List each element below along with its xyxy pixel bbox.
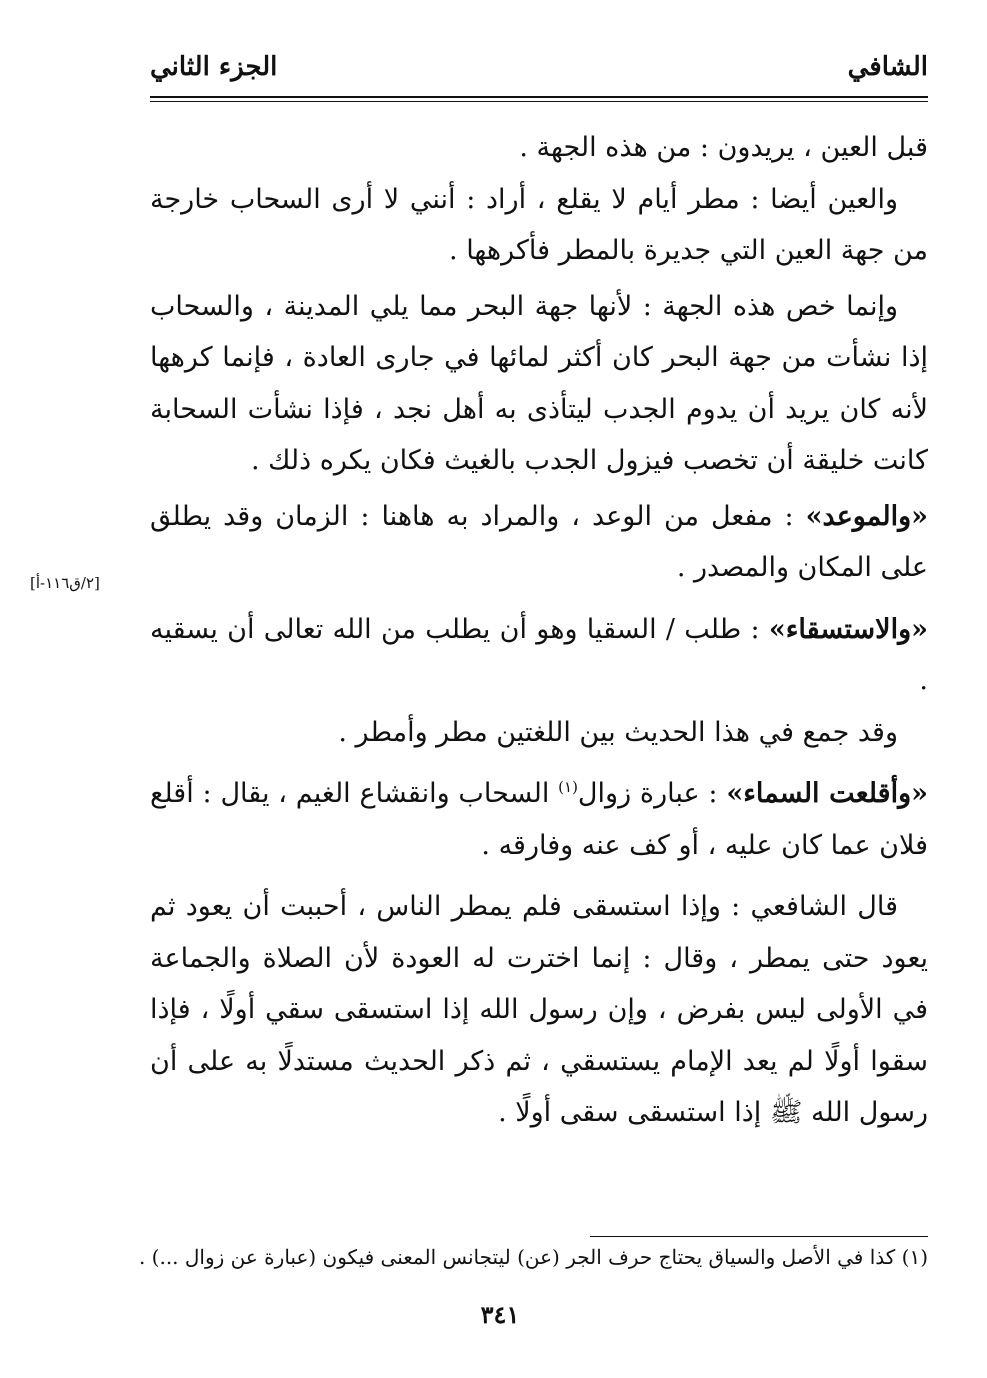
paragraph-4 <box>150 491 928 594</box>
definition-mawid: : مفعل من الوعد ، والمراد به هاهنا : الزمان وقد يطلق على المكان والمصدر . <box>150 500 928 583</box>
definition-aqlaat-b: السحاب وانقشاع الغيم ، يقال : أقلع فلان عما كان عليه ، أو كف عنه وفارقه . <box>150 778 928 861</box>
paragraph-7 <box>150 768 928 871</box>
footnote-rule <box>590 1236 928 1237</box>
definition-istisqa: : طلب / السقيا وهو أن يطلب من الله تعالى أن يسقيه . <box>150 613 928 696</box>
footnote-reference: (١) <box>558 778 578 796</box>
paragraph-8: قال الشافعي : وإذا استسقى فلم يمطر الناس ، أحببت أن يعود ثم يعود حتى يمطر ، وقال : إنما اخترت له العودة لأن الصلاة والجماعة في الأولى ليس بفرض ، وإن رسول الله إذا استسقى سقي أولًا ، فإذا سقوا أولًا لم يعد الإمام يستسقي ، ثم ذكر الحديث مستدلًا به على أن رسول الله ﷺ إذا استسقى سقى أولًا . <box>150 891 928 1128</box>
book-title: الشافي <box>847 52 928 82</box>
paragraph-3: وإنما خص هذه الجهة : لأنها جهة البحر مما يلي المدينة ، والسحاب إذا نشأت من جهة البحر كان أكثر لمائها في جارى العادة ، فإنما كرهها لأنه كان يريد أن يدوم الجدب ليتأذى به أهل نجد ، فإذا نشأت السحابة كانت خليقة أن تخصب فيزول الجدب بالغيث فكان يكره ذلك . <box>150 290 928 476</box>
page-number: ٣٤١ <box>480 1300 520 1329</box>
paragraph-1: قبل العين ، يريدون : من هذه الجهة . <box>519 132 928 163</box>
header-rule-thick <box>150 96 928 98</box>
header-rule-thin <box>150 101 928 102</box>
footnote: (١) كذا في الأصل والسياق يحتاج حرف الجر (عن) ليتجانس المعنى فيكون (عبارة عن زوال ...) . <box>138 1245 928 1269</box>
volume-label: الجزء الثاني <box>150 52 278 82</box>
definition-aqlaat-a: : عبارة زوال <box>577 778 727 809</box>
term-aqlaat: «وأقلعت السماء» <box>726 778 928 809</box>
main-text <box>150 122 928 1139</box>
paragraph-6: وقد جمع في هذا الحديث بين اللغتين مطر وأمطر . <box>338 716 898 748</box>
paragraph-5 <box>150 604 928 707</box>
term-mawid: «والموعد» <box>805 500 928 532</box>
paragraph-2: والعين أيضا : مطر أيام لا يقلع ، أراد : أنني لا أرى السحاب خارجة من جهة العين التي جديرة بالمطر فأكرهها . <box>150 183 928 266</box>
page-header <box>150 44 928 96</box>
term-istisqa: «والاستسقاء» <box>768 613 928 645</box>
manuscript-folio-note: [٢/ق١١٦-أ] <box>30 574 100 592</box>
